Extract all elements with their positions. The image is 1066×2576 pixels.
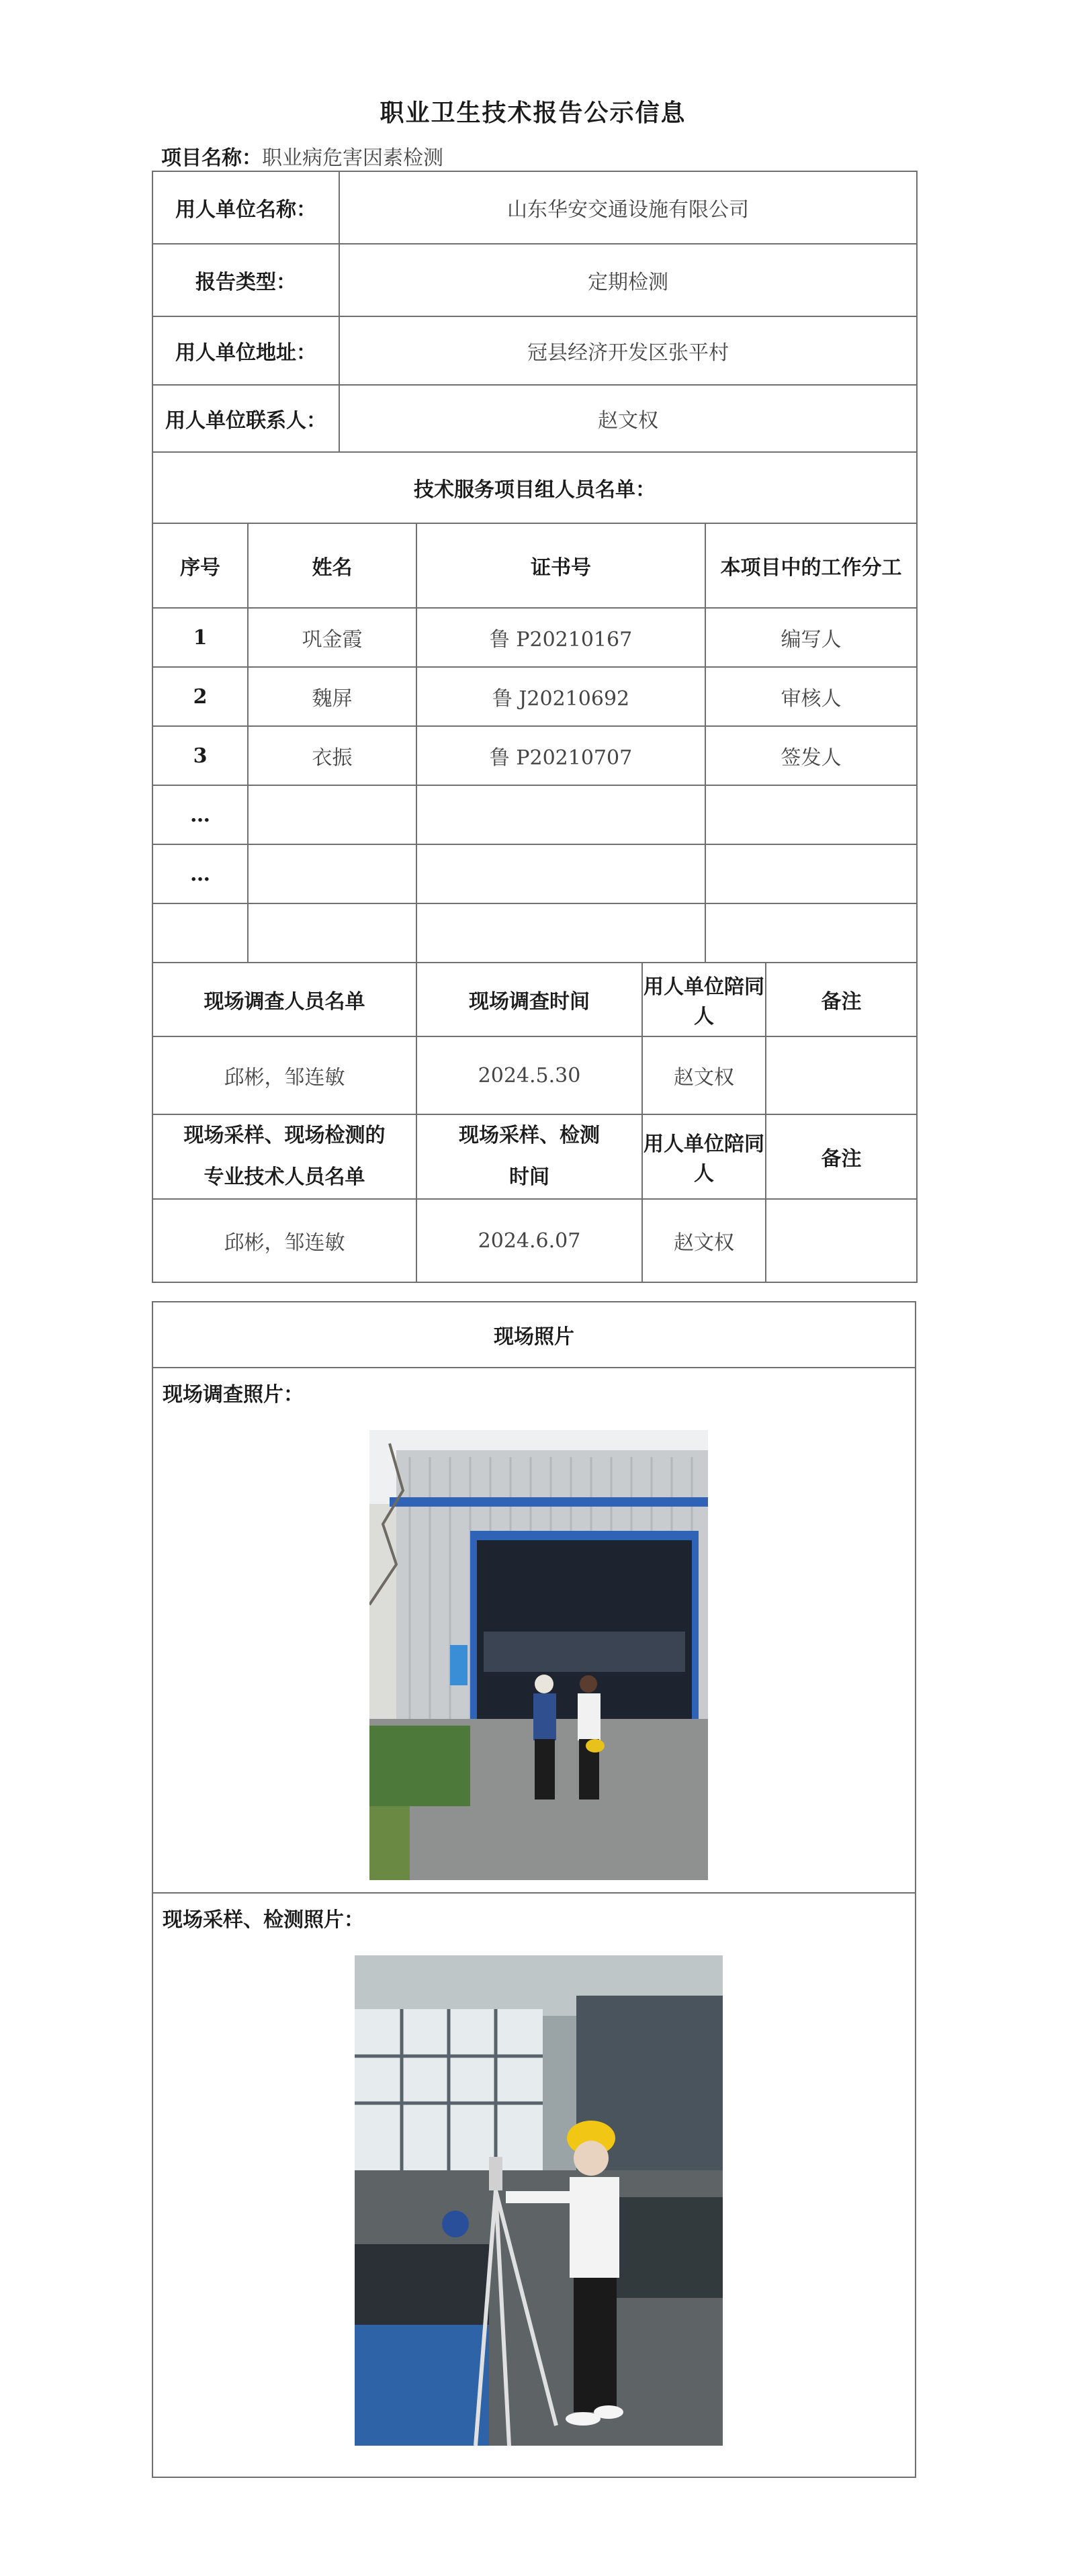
team-cell: 审核人: [705, 667, 917, 726]
info-value: 定期检测: [339, 244, 917, 316]
team-heading-row: [152, 452, 917, 523]
team-cell: 编写人: [705, 608, 917, 667]
team-heading: 技术服务项目组人员名单：: [152, 452, 917, 523]
survey-photo-label: 现场调查照片：: [163, 1383, 304, 1407]
team-cell: 衣振: [248, 726, 416, 785]
team-row: [152, 903, 917, 963]
photos-heading: 现场照片: [152, 1302, 916, 1368]
team-row: [152, 608, 917, 667]
sampling-cell: 2024.6.07: [416, 1199, 642, 1282]
sampling-row: [152, 1199, 917, 1282]
sampling-header-row: [152, 1114, 917, 1199]
team-row: [152, 726, 917, 785]
sampling-photo-cell: [152, 1893, 916, 2477]
team-cell: [416, 785, 705, 844]
info-value: 赵文权: [339, 385, 917, 452]
col-header: 证书号: [416, 523, 705, 608]
survey-row: [152, 1036, 917, 1114]
team-cell: 签发人: [705, 726, 917, 785]
sampling-header: [152, 1114, 416, 1199]
survey-cell: 2024.5.30: [416, 1036, 642, 1114]
team-cell: …: [152, 844, 248, 903]
sampling-header: [416, 1114, 642, 1199]
info-label: 报告类型：: [152, 244, 339, 316]
sampling-photo-row: [152, 1893, 916, 2477]
project-value: 职业病危害因素检测: [262, 146, 443, 170]
team-cell: 魏屏: [248, 667, 416, 726]
sampling-header: 备注: [766, 1114, 917, 1199]
team-cell: 鲁 P20210707: [416, 726, 705, 785]
survey-header-row: [152, 963, 917, 1036]
sampling-cell: [766, 1199, 917, 1282]
sampling-photo: [355, 1955, 723, 2446]
project-label: 项目名称：: [161, 146, 262, 170]
team-cell: 3: [152, 726, 248, 785]
team-cell: 1: [152, 608, 248, 667]
report-info-table: [152, 171, 918, 1283]
team-cell: [705, 844, 917, 903]
survey-photo-row: [152, 1368, 916, 1893]
info-row: [152, 385, 917, 452]
info-value: 山东华安交通设施有限公司: [339, 171, 917, 244]
sampling-cell: 赵文权: [642, 1199, 766, 1282]
team-cell: 巩金霞: [248, 608, 416, 667]
sampling-cell: 邱彬，邹连敏: [152, 1199, 416, 1282]
team-cell: 鲁 P20210167: [416, 608, 705, 667]
site-photos-table: [152, 1301, 916, 2478]
survey-header: 备注: [766, 963, 917, 1036]
header-line: 时间: [509, 1165, 549, 1189]
info-row: [152, 316, 917, 385]
team-cell: 鲁 J20210692: [416, 667, 705, 726]
info-label: 用人单位联系人：: [152, 385, 339, 452]
photos-heading-row: [152, 1302, 916, 1368]
header-line: 专业技术人员名单: [204, 1165, 365, 1189]
header-line: 现场采样、现场检测的: [183, 1124, 386, 1147]
team-cell: …: [152, 785, 248, 844]
info-label: 用人单位名称：: [152, 171, 339, 244]
survey-photo-cell: [152, 1368, 916, 1893]
team-cell: [416, 903, 705, 963]
team-cell: [248, 844, 416, 903]
team-row: [152, 844, 917, 903]
survey-header: 现场调查人员名单: [152, 963, 416, 1036]
info-value: 冠县经济开发区张平村: [339, 316, 917, 385]
survey-cell: 赵文权: [642, 1036, 766, 1114]
survey-cell: 邱彬，邹连敏: [152, 1036, 416, 1114]
team-header-row: [152, 523, 917, 608]
info-label: 用人单位地址：: [152, 316, 339, 385]
survey-photo: [369, 1430, 708, 1880]
survey-cell: [766, 1036, 917, 1114]
team-cell: [152, 903, 248, 963]
survey-header: 现场调查时间: [416, 963, 642, 1036]
survey-header: 用人单位陪同人: [642, 963, 766, 1036]
header-line: 现场采样、检测: [459, 1124, 600, 1147]
info-row: [152, 244, 917, 316]
team-cell: [416, 844, 705, 903]
team-cell: 2: [152, 667, 248, 726]
team-row: [152, 667, 917, 726]
info-row: [152, 171, 917, 244]
col-header: 姓名: [248, 523, 416, 608]
team-row: [152, 785, 917, 844]
team-cell: [248, 785, 416, 844]
page-title: 职业卫生技术报告公示信息: [380, 99, 686, 127]
team-cell: [705, 785, 917, 844]
team-cell: [248, 903, 416, 963]
col-header: 序号: [152, 523, 248, 608]
sampling-photo-label: 现场采样、检测照片：: [163, 1908, 364, 1932]
team-cell: [705, 903, 917, 963]
sampling-header: 用人单位陪同人: [642, 1114, 766, 1199]
col-header: 本项目中的工作分工: [705, 523, 917, 608]
project-name: [161, 141, 443, 171]
